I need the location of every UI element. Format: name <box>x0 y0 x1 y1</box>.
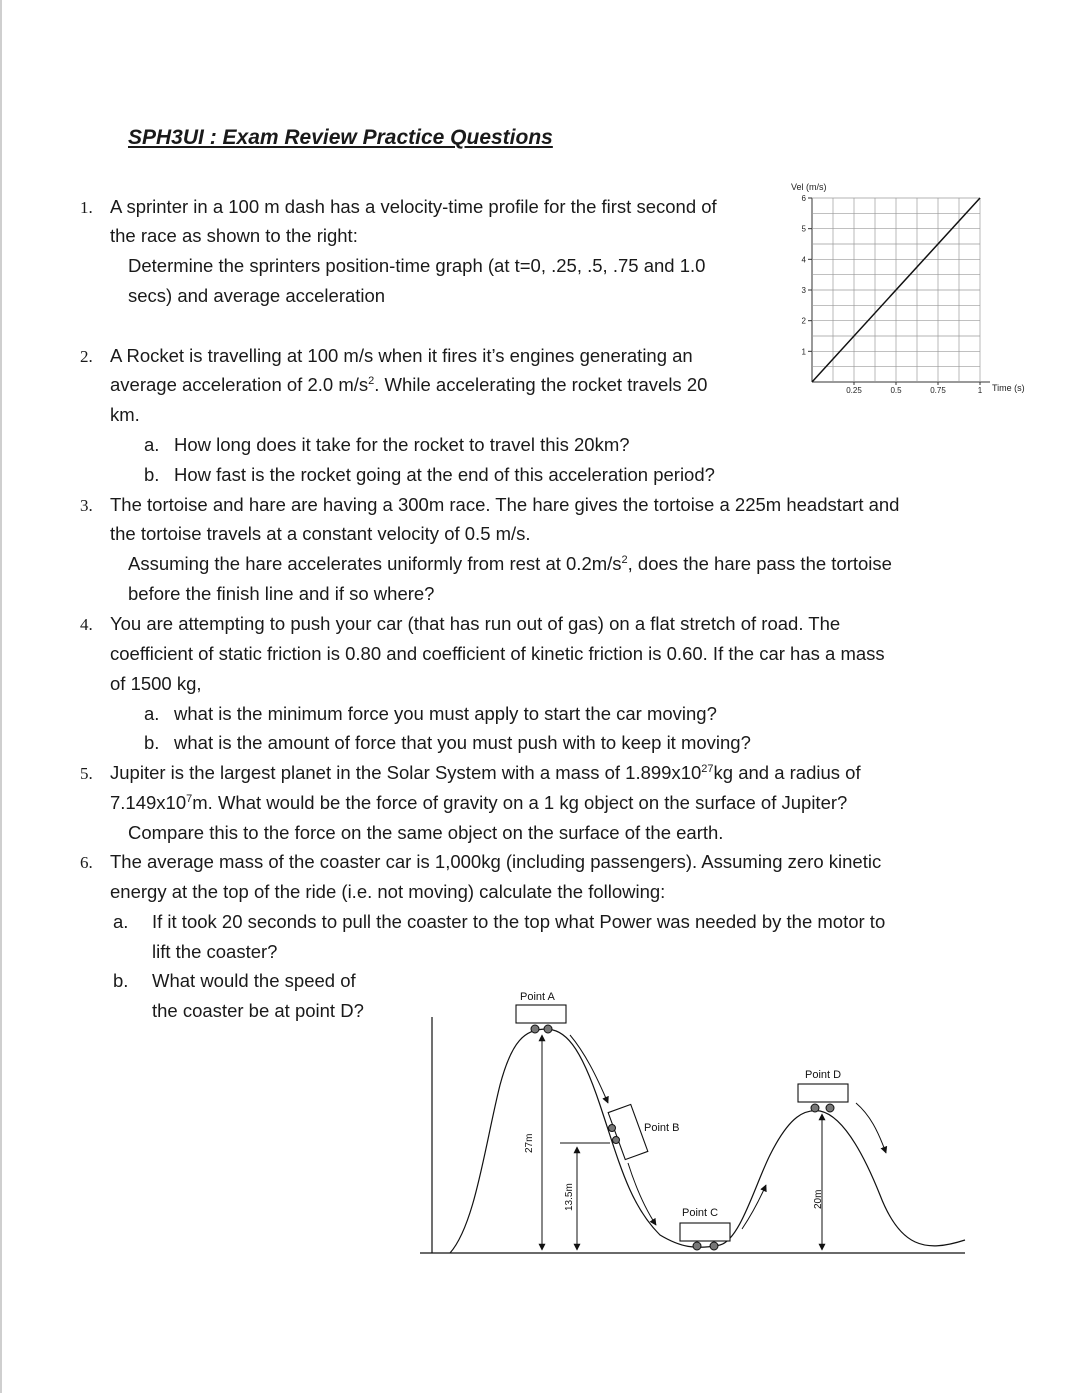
wheel-icon <box>609 1125 616 1132</box>
question-text: before the finish line and if so where? <box>128 583 435 604</box>
question-text: The tortoise and hare are having a 300m race. The hare gives the tortoise a 225m headstart and <box>110 494 900 515</box>
question-text: Determine the sprinters position-time graph (at t=0, .25, .5, .75 and 1.0 <box>128 255 706 276</box>
question-part-b: what is the amount of force that you must push with to keep it moving? <box>174 732 751 753</box>
question-text: km. <box>110 404 140 425</box>
list-marker: a. <box>144 703 160 724</box>
y-tick-label: 1 <box>801 347 806 357</box>
label-height-b: 13.5m <box>564 1183 575 1211</box>
coaster-car-b <box>608 1104 648 1159</box>
velocity-time-chart <box>780 176 1040 406</box>
question-number: 5. <box>80 764 93 783</box>
question-text: Assuming the hare accelerates uniformly from rest at $0.2m/s^2$, does the hare pass the tortoise <box>128 553 892 574</box>
question-text: A Rocket is travelling at 100 m/s when it fires it’s engines generating an <box>110 345 693 366</box>
question-text: Compare this to the force on the same object on the surface of the earth. <box>128 822 724 843</box>
motion-arrow <box>856 1103 886 1153</box>
question-number: 4. <box>80 615 93 634</box>
y-tick-label: 3 <box>801 286 806 295</box>
y-tick-label: 2 <box>801 316 806 326</box>
list-marker: b. <box>144 464 160 485</box>
x-tick-label: 0.75 <box>930 386 946 395</box>
question-text: The average mass of the coaster car is 1,000kg (including passengers). Assuming zero kinetic <box>110 851 882 872</box>
question-number: 6. <box>80 853 93 872</box>
question-text: energy at the top of the ride (i.e. not moving) calculate the following: <box>110 881 666 902</box>
wheel-icon <box>710 1242 718 1250</box>
question-part-a: what is the minimum force you must apply to start the car moving? <box>174 703 717 724</box>
label-point-c: Point C <box>682 1207 719 1219</box>
question-text: average acceleration of 2.0 $m/s^2$. While accelerating the rocket travels 20 <box>110 374 708 395</box>
page-edge <box>0 0 2 1393</box>
label-point-d: Point D <box>805 1069 842 1081</box>
question-part-b: What would the speed of <box>152 970 356 991</box>
wheel-icon <box>544 1025 552 1033</box>
question-part-b: the coaster be at point D? <box>152 1000 364 1021</box>
coaster-car-a <box>516 1005 566 1023</box>
list-marker: b. <box>144 732 160 753</box>
question-part-a: lift the coaster? <box>152 941 278 962</box>
question-number: 2. <box>80 347 93 366</box>
x-tick-label: 0.25 <box>846 386 862 395</box>
question-text: You are attempting to push your car (that has run out of gas) on a flat stretch of road. The <box>110 613 841 634</box>
question-text: $7.149x10^7m$. What would be the force of gravity on a 1 kg object on the surface of Jupiter? <box>110 792 848 813</box>
question-text: the tortoise travels at a constant velocity of 0.5 m/s. <box>110 523 531 544</box>
x-tick-label: 1 <box>977 386 983 395</box>
question-text: the race as shown to the right: <box>110 225 358 246</box>
question-part-a: If it took 20 seconds to pull the coaster to the top what Power was needed by the motor to <box>152 911 886 932</box>
x-axis-label: Time (s) <box>992 383 1025 393</box>
y-axis-label: Vel (m/s) <box>791 182 827 192</box>
x-tick-label: 0.5 <box>890 386 902 395</box>
wheel-icon <box>693 1242 701 1250</box>
list-marker: a. <box>113 911 129 932</box>
motion-arrow <box>570 1035 608 1103</box>
question-text: A sprinter in a 100 m dash has a velocity-time profile for the first second of <box>110 196 717 217</box>
question-part-b: How fast is the rocket going at the end of this acceleration period? <box>174 464 715 485</box>
question-text: of 1500 kg, <box>110 673 202 694</box>
label-height-d: 20m <box>813 1189 824 1209</box>
wheel-icon <box>811 1104 819 1112</box>
y-tick-label: 5 <box>801 224 806 234</box>
y-tick-label: 6 <box>801 194 806 203</box>
wheel-icon <box>531 1025 539 1033</box>
question-part-a: How long does it take for the rocket to travel this 20km? <box>174 434 630 455</box>
wheel-icon <box>826 1104 834 1112</box>
question-text: Jupiter is the largest planet in the Solar System with a mass of $1.899x10^{27}kg$ and a radius of <box>110 762 861 783</box>
page-title: SPH3UI : Exam Review Practice Questions <box>128 126 553 149</box>
list-marker: b. <box>113 970 129 991</box>
label-height-a: 27m <box>524 1133 535 1153</box>
roller-coaster-diagram <box>420 985 980 1275</box>
label-point-b: Point B <box>644 1122 680 1134</box>
wheel-icon <box>613 1137 620 1144</box>
question-text: coefficient of static friction is 0.80 and coefficient of kinetic friction is 0.60. If the car has a mass <box>110 643 885 664</box>
coaster-car-d <box>798 1084 848 1102</box>
y-tick-label: 4 <box>801 255 806 265</box>
question-text: secs) and average acceleration <box>128 285 386 306</box>
question-number: 3. <box>80 496 93 515</box>
list-marker: a. <box>144 434 160 455</box>
label-point-a: Point A <box>520 991 555 1003</box>
coaster-car-c <box>680 1223 730 1241</box>
question-number: 1. <box>80 198 93 217</box>
